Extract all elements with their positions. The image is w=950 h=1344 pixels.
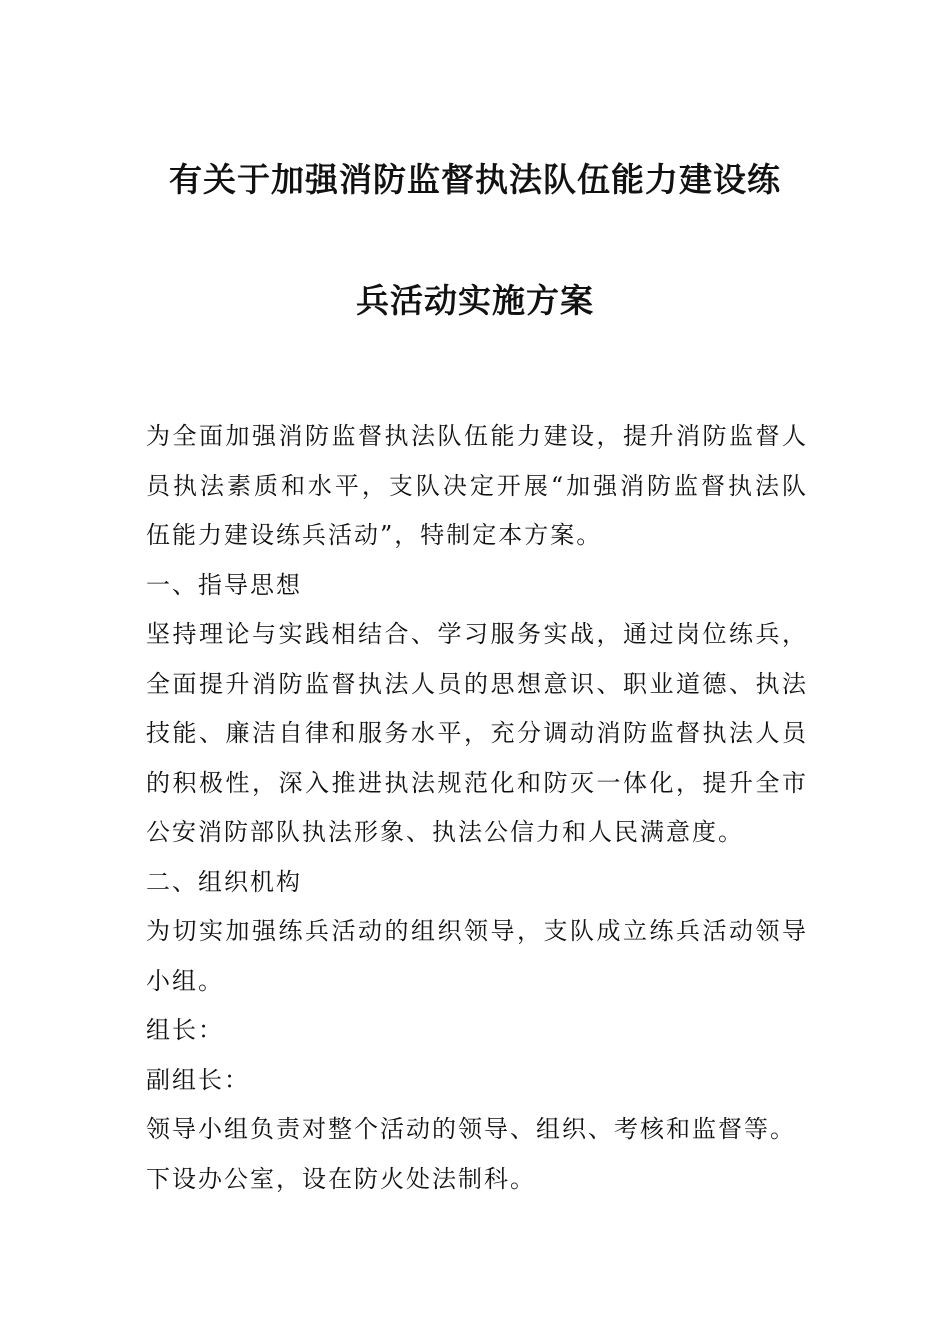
section-heading-guiding-thought: 一、指导思想: [146, 570, 302, 599]
deputy-leader-label: 副组长：: [146, 1065, 250, 1094]
leader-label: 组长：: [146, 1016, 224, 1044]
section-heading-organization: 二、组织机构: [146, 867, 302, 896]
office-paragraph: 下设办公室，设在防火处法制科。: [146, 1164, 536, 1193]
document-title-line-1: 有关于加强消防监督执法队伍能力建设练: [169, 160, 781, 199]
leading-group-duty-paragraph: 领导小组负责对整个活动的领导、组织、考核和监督等。: [146, 1115, 796, 1143]
guiding-thought-paragraph: 坚持理论与实践相结合、学习服务实战，通过岗位练兵，全面提升消防监督执法人员的思想意识、职业道德、执法技能、廉洁自律和服务水平，充分调动消防监督执法人员的积极性，深入推进执法规范化和防灭一体化，提升全市公安消防部队执法形象、执法公信力和人民满意度。: [146, 620, 808, 846]
document-body: [146, 412, 808, 1204]
intro-paragraph: 为全面加强消防监督执法队伍能力建设，提升消防监督人员执法素质和水平，支队决定开展“加强消防监督执法队伍能力建设练兵活动”，特制定本方案。: [146, 422, 808, 549]
organization-paragraph: 为切实加强练兵活动的组织领导，支队成立练兵活动领导小组。: [146, 917, 808, 995]
document-title-line-2: 兵活动实施方案: [356, 281, 594, 320]
